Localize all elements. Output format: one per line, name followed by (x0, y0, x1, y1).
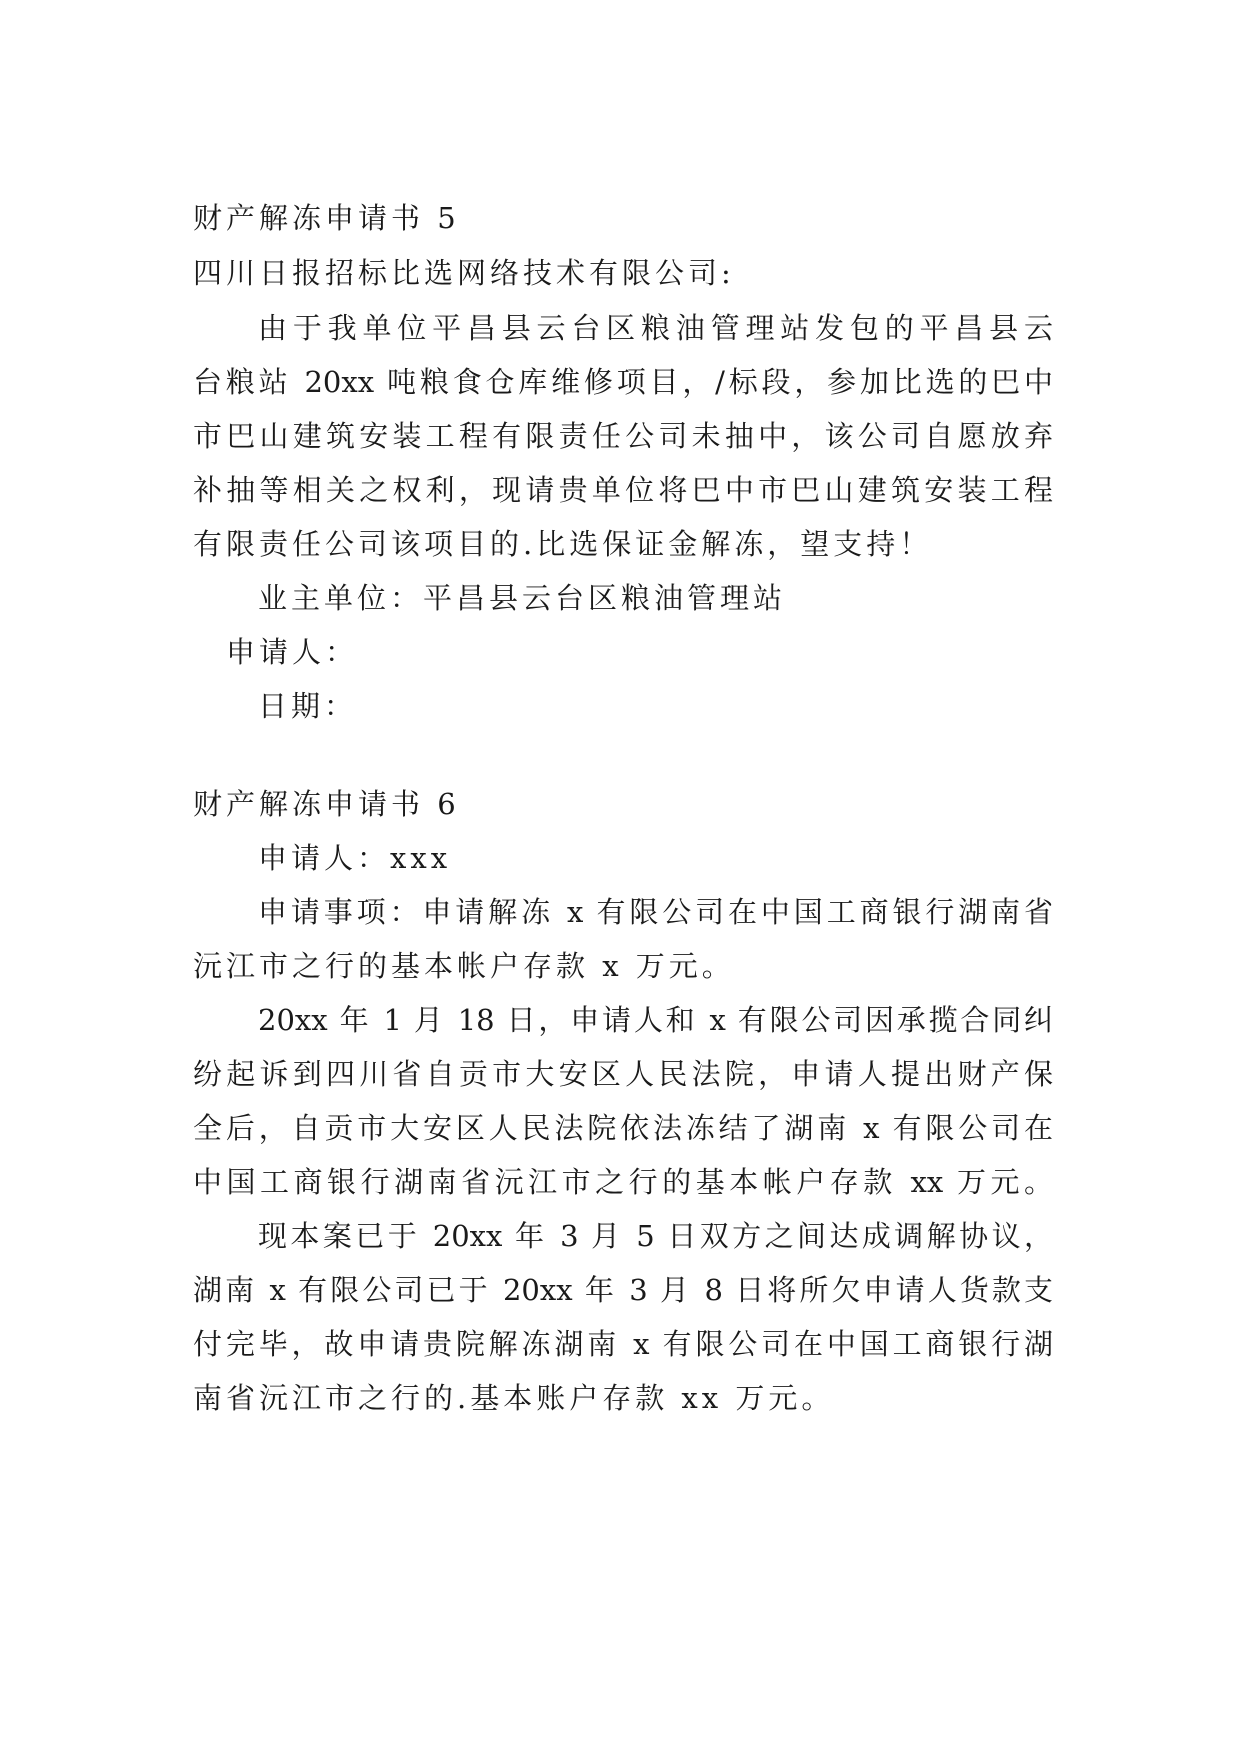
section-2-request-line: 沅江市之行的基本帐户存款 x 万元。 (193, 949, 735, 983)
section-2-conclusion-line: 湖南 x 有限公司已于 20xx 年 3 月 8 日将所欠申请人货款支 (193, 1273, 1053, 1307)
section-1-body-line: 有限责任公司该项目的.比选保证金解冻，望支持！ (193, 527, 933, 561)
section-1-applicant: 申请人： (226, 635, 359, 669)
section-2-conclusion-line: 现本案已于 20xx 年 3 月 5 日双方之间达成调解协议， (258, 1219, 1053, 1253)
section-2-title: 财产解冻申请书 6 (193, 787, 460, 821)
section-2-conclusion-line: 南省沅江市之行的.基本账户存款 xx 万元。 (193, 1381, 835, 1415)
section-1-owner-unit: 业主单位：平昌县云台区粮油管理站 (258, 581, 787, 615)
section-1-body-line: 台粮站 20xx 吨粮食仓库维修项目，/标段，参加比选的巴中 (193, 365, 1053, 399)
section-2-conclusion-line: 付完毕，故申请贵院解冻湖南 x 有限公司在中国工商银行湖 (193, 1327, 1053, 1361)
section-2-facts-line: 20xx 年 1 月 18 日，申请人和 x 有限公司因承揽合同纠 (258, 1003, 1053, 1037)
section-1-addressee: 四川日报招标比选网络技术有限公司: (193, 256, 735, 290)
section-1-body-line: 由于我单位平昌县云台区粮油管理站发包的平昌县云 (258, 311, 1053, 345)
section-2-applicant: 申请人：xxx (258, 841, 452, 875)
section-1-body-line: 补抽等相关之权利，现请贵单位将巴中市巴山建筑安装工程 (193, 473, 1053, 507)
section-1-body-line: 市巴山建筑安装工程有限责任公司未抽中，该公司自愿放弃 (193, 419, 1053, 453)
section-2-facts-line: 中国工商银行湖南省沅江市之行的基本帐户存款 xx 万元。 (193, 1165, 1053, 1199)
section-2-request-line: 申请事项：申请解冻 x 有限公司在中国工商银行湖南省 (258, 895, 1053, 929)
section-2-facts-line: 纷起诉到四川省自贡市大安区人民法院，申请人提出财产保 (193, 1057, 1053, 1091)
section-1-date: 日期： (258, 689, 358, 723)
section-1-title: 财产解冻申请书 5 (193, 201, 460, 235)
section-2-facts-line: 全后，自贡市大安区人民法院依法冻结了湖南 x 有限公司在 (193, 1111, 1053, 1145)
